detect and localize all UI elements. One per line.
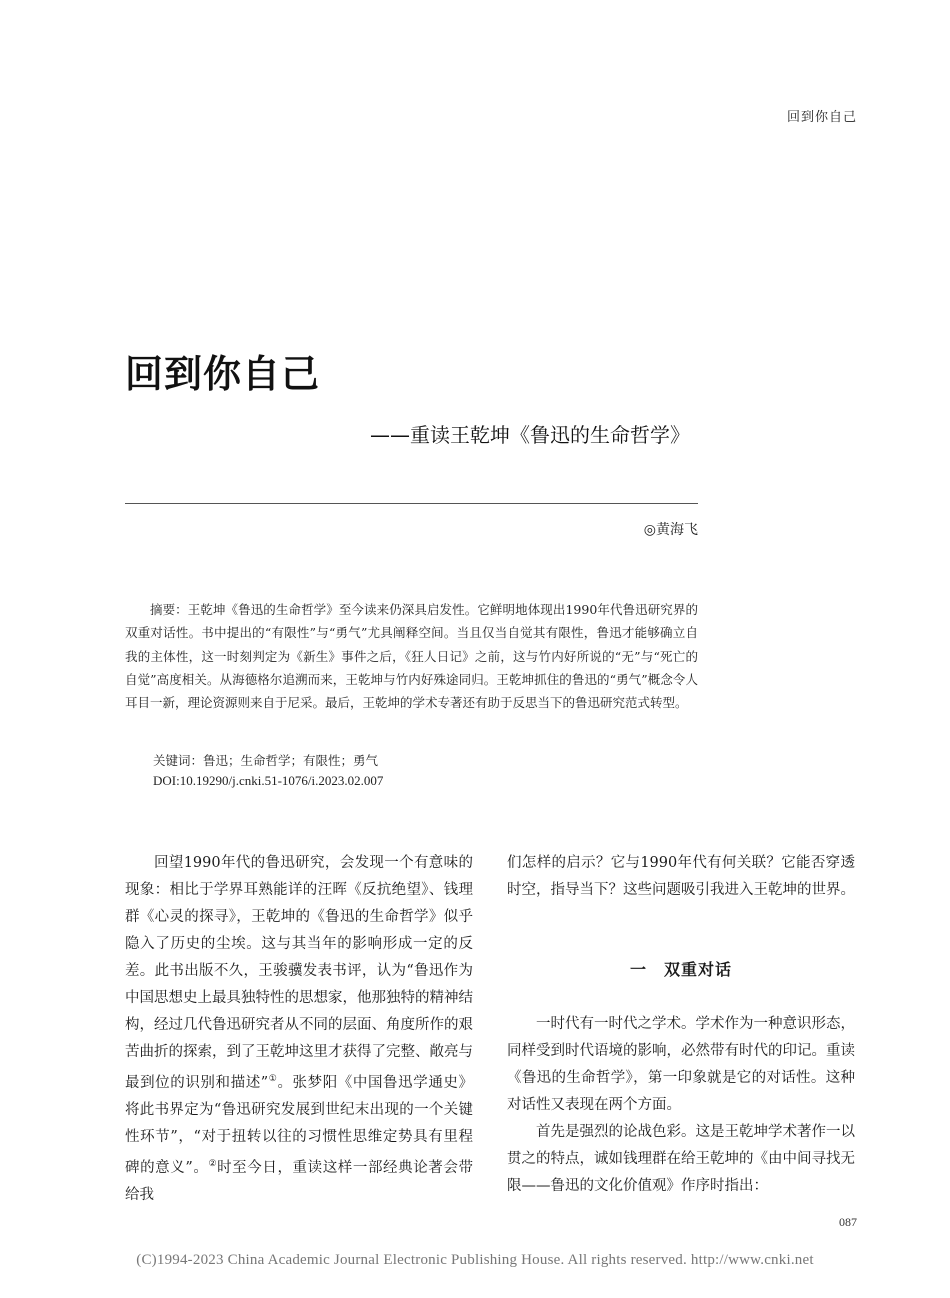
body-right-column-bottom (507, 1011, 855, 1200)
copyright-footer: (C)1994-2023 China Academic Journal Electronic Publishing House. All rights reserved. http://www.cnki.net (136, 1252, 814, 1268)
article-title: 回到你自己 (125, 352, 321, 396)
keywords: 关键词：鲁迅；生命哲学；有限性；勇气 (153, 753, 379, 768)
body-paragraph: 首先是强烈的论战色彩。这是王乾坤学术著作一以贯之的特点，诚如钱理群在给王乾坤的《由中间寻找无限——鲁迅的文化价值观》作序时指出： (507, 1124, 855, 1194)
footnote-marker[interactable]: ② (208, 1158, 218, 1169)
page-number: 087 (839, 1215, 857, 1229)
body-paragraph: 一时代有一时代之学术。学术作为一种意识形态，同样受到时代语境的影响，必然带有时代的印记。重读《鲁迅的生命哲学》，第一印象就是它的对话性。这种对话性又表现在两个方面。 (507, 1016, 855, 1113)
body-right-column-top (507, 850, 855, 904)
abstract: 摘要：王乾坤《鲁迅的生命哲学》至今读来仍深具启发性。它鲜明地体现出1990年代鲁迅研究界的双重对话性。书中提出的“有限性”与“勇气”尤具阐释空间。当且仅当自觉其有限性，鲁迅才能够确立自我的主体性，这一时刻判定为《新生》事件之后，《狂人日记》之前，这与竹内好所说的“无”与“死亡的自觉”高度相关。从海德格尔追溯而来，王乾坤与竹内好殊途同归。王乾坤抓住的鲁迅的“勇气”概念令人耳目一新，理论资源则来自于尼采。最后，王乾坤的学术专著还有助于反思当下的鲁迅研究范式转型。 (125, 602, 698, 711)
running-title: 回到你自己 (786, 110, 857, 125)
footnote-marker[interactable]: ① (268, 1074, 278, 1084)
author-name: ◎黄海飞 (643, 522, 698, 538)
paragraph-text: 。张梦阳《中国鲁迅学通史》将此书界定为“鲁迅研究发展到世纪末出现的一个关键性环节”，“对于扭转以往的习惯性思维定势具有里程碑的意义”。 (125, 1074, 473, 1176)
article-subtitle: ——重读王乾坤《鲁迅的生命哲学》 (370, 423, 690, 447)
doi: DOI:10.19290/j.cnki.51-1076/i.2023.02.007 (153, 773, 384, 788)
body-paragraph: 们怎样的启示？它与1990年代有何关联？它能否穿透时空，指导当下？这些问题吸引我进入王乾坤的世界。 (507, 855, 855, 898)
body-paragraph (125, 850, 473, 1209)
paragraph-text: 回望1990年代的鲁迅研究，会发现一个有意味的现象：相比于学界耳熟能详的汪晖《反抗绝望》、钱理群《心灵的探寻》，王乾坤的《鲁迅的生命哲学》似乎隐入了历史的尘埃。这与其当年的影响形成一定的反差。此书出版不久，王骏骥发表书评，认为“鲁迅作为中国思想史上最具独特性的思想家，他那独特的精神结构，经过几代鲁迅研究者从不同的层面、角度所作的艰苦曲折的探索，到了王乾坤这里才获得了完整、敞亮与最到位的识别和描述” (125, 855, 473, 1091)
paragraph-text: 时至今日，重读这样一部经典论著会带给我 (125, 1159, 473, 1203)
title-divider (125, 503, 698, 504)
body-left-column (125, 850, 473, 1209)
section-heading: 一 双重对话 (629, 960, 732, 979)
